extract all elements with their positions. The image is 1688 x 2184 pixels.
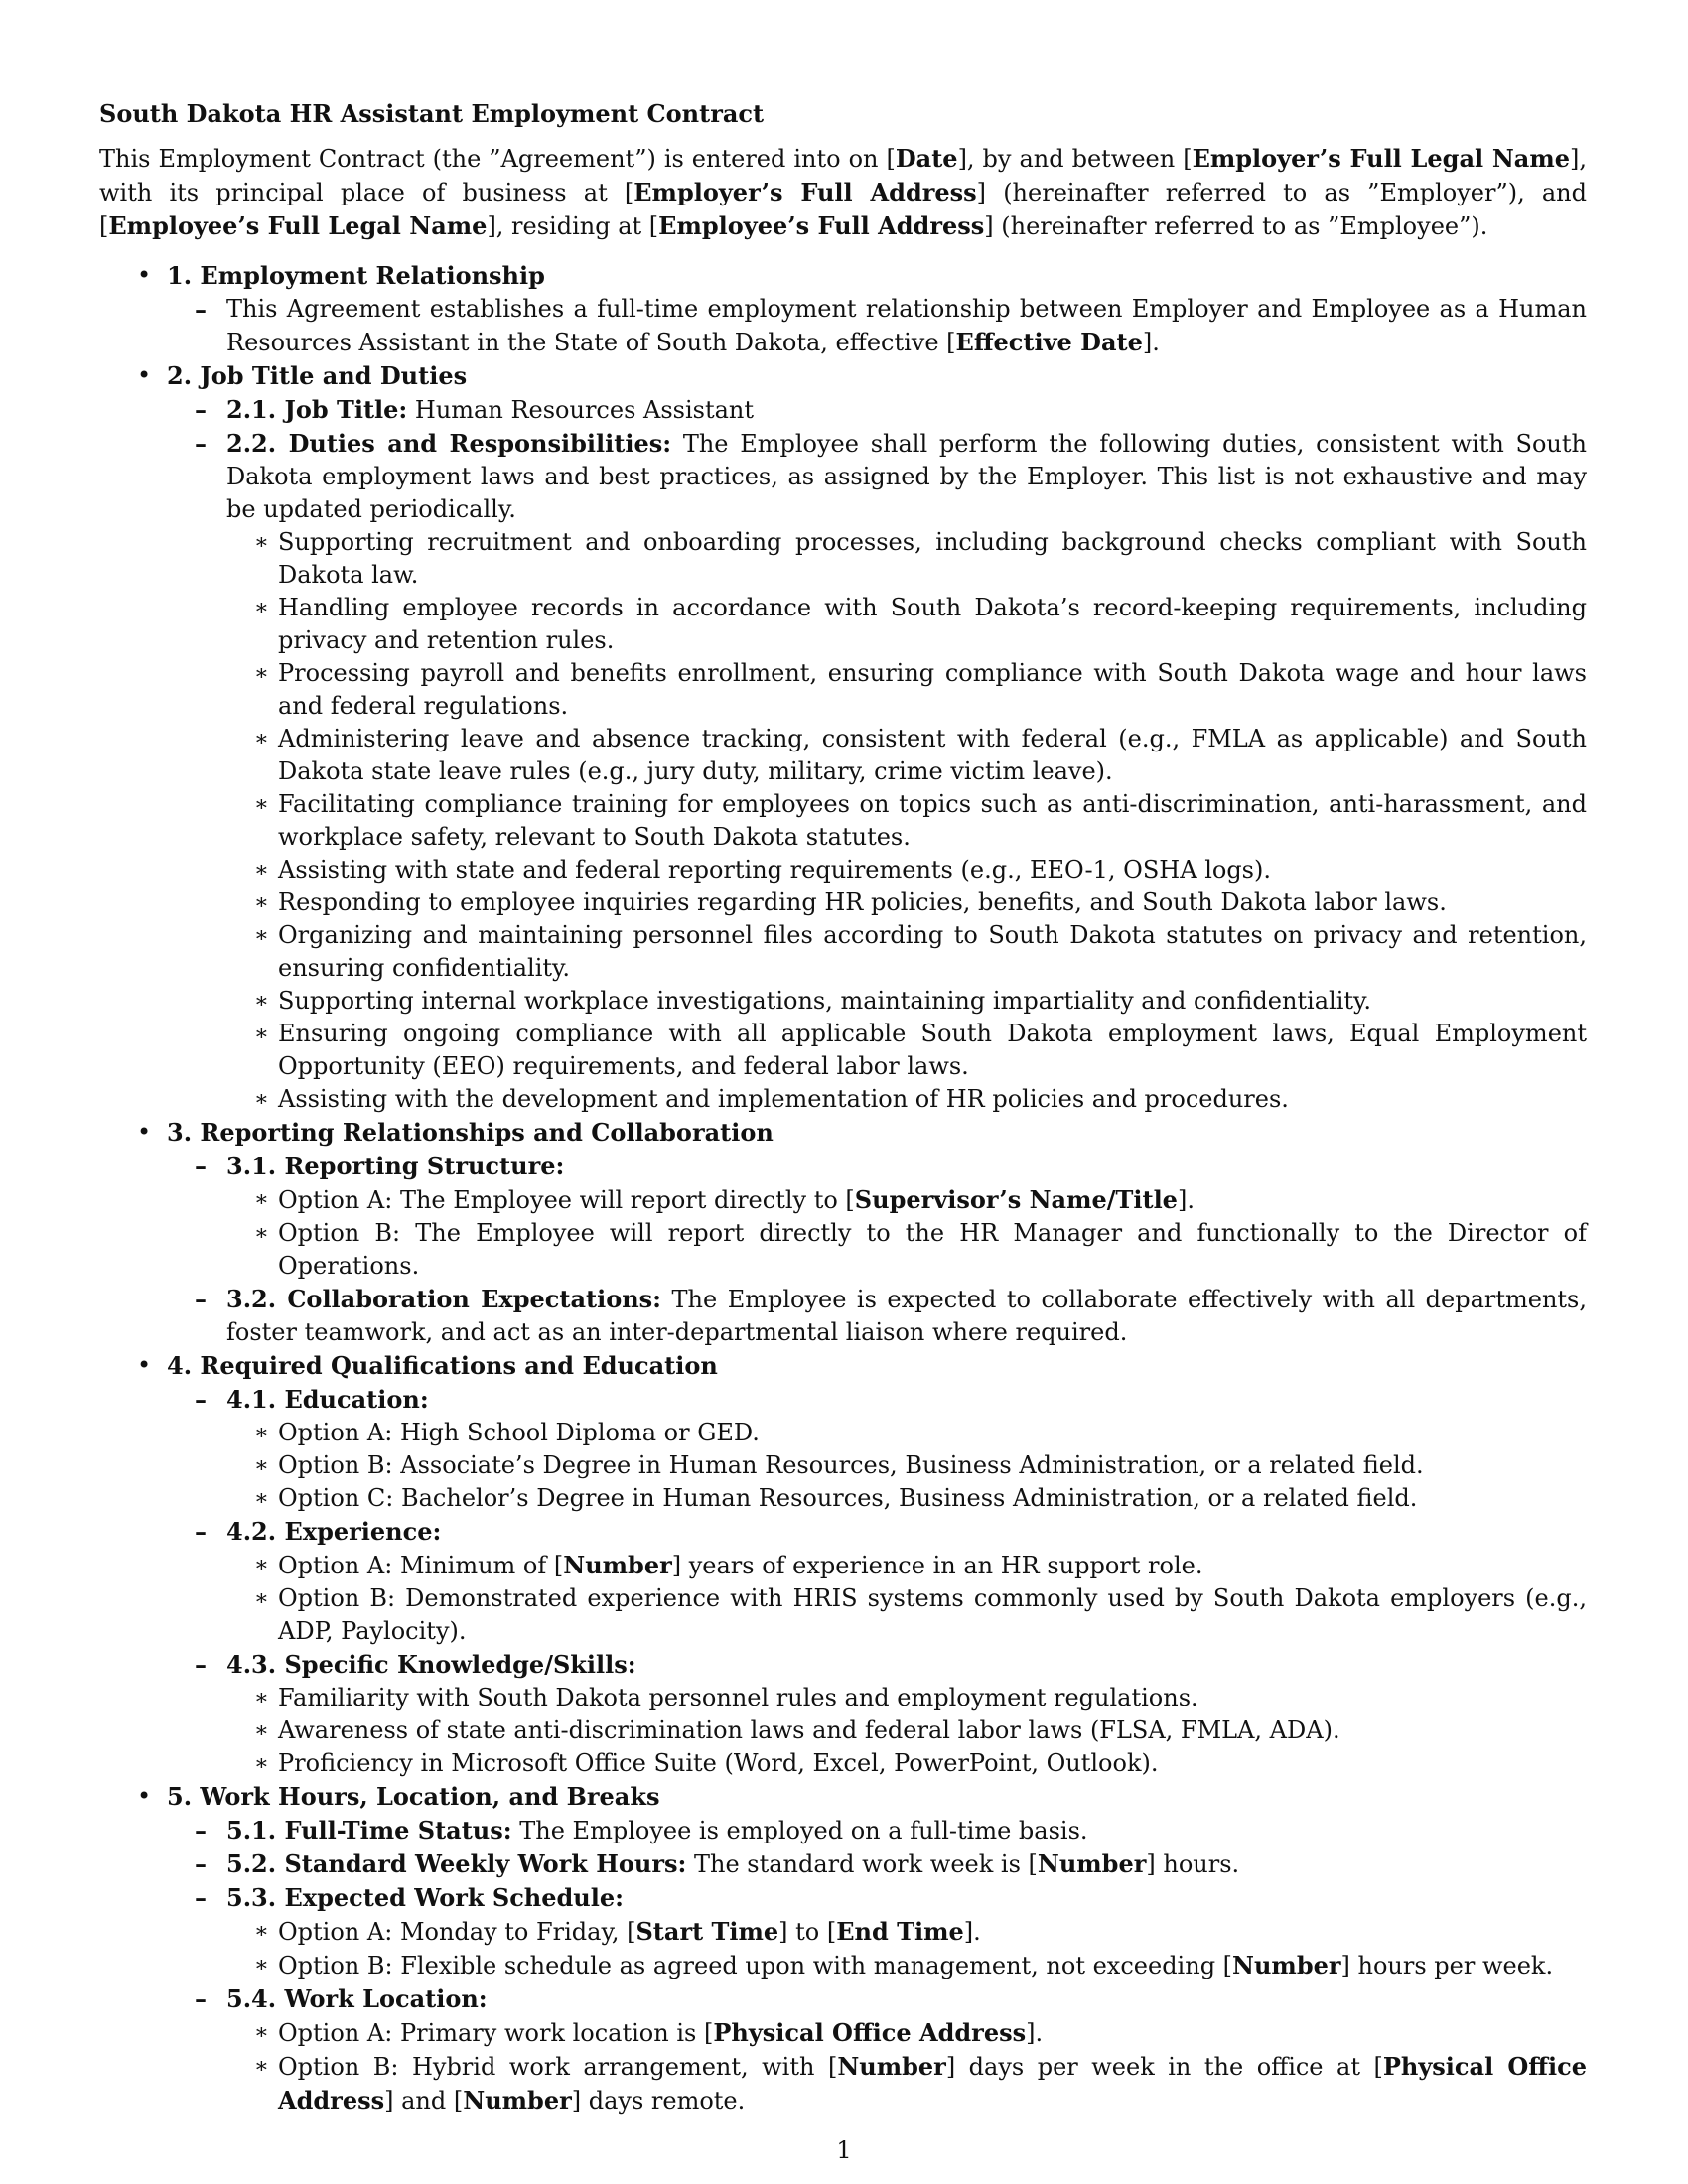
contract-page: [99, 97, 1587, 2117]
sections-list: [99, 259, 1587, 2117]
list-item: – 4.1. Education: ∗ Option A: High School Diploma or GED. ∗ Option B: Associate’s Degree in Human Resources, Business Administration, or a related field. ∗ Option C: Bachelor’s Degree in Human Resources, Business Administration, or a related field.: [167, 1383, 1587, 1515]
list-item: – 2.1. Job Title: Human Resources Assistant: [195, 395, 755, 424]
skill-item: ∗ Proficiency in Microsoft Office Suite (Word, Excel, PowerPoint, Outlook).: [254, 1749, 1159, 1777]
duty-item: ∗ Handling employee records in accordance with South Dakota’s record-keeping requirements, including privacy and retention rules.: [254, 594, 1587, 654]
option-item: ∗ Option B: Hybrid work arrangement, with [Number] days per week in the office at [Physical Office Address] and [Number] days remote.: [254, 2052, 1588, 2115]
bullet-marker: •: [137, 1118, 152, 1146]
section-heading: 5. Work Hours, Location, and Breaks: [167, 1782, 660, 1811]
duty-item: ∗ Facilitating compliance training for employees on topics such as anti-discrimination, anti-harassment, and workplace safety, relevant to South Dakota statutes.: [254, 790, 1587, 851]
option-item: ∗ Option B: Associate’s Degree in Human Resources, Business Administration, or a related field.: [254, 1451, 1424, 1479]
option-item: ∗ Option A: Monday to Friday, [Start Time] to [End Time].: [254, 1917, 981, 1946]
option-item: ∗ Option B: Demonstrated experience with HRIS systems commonly used by South Dakota employers (e.g., ADP, Paylocity).: [254, 1584, 1587, 1645]
option-item: ∗ Option A: Minimum of [Number] years of experience in an HR support role.: [254, 1551, 1203, 1579]
intro-paragraph: This Employment Contract (the ”Agreement”) is entered into on [Date], by and between [Employer’s Full Legal Name], with its principal place of business at [Employer’s Full Address] (hereinafter referred to as ”Employer”), and [Employee’s Full Legal Name], residing at [Employee’s Full Address] (hereinafter referred to as ”Employee”).: [99, 144, 1587, 240]
list-item: – 3.2. Collaboration Expectations: The Employee is expected to collaborate effectively with all departments, foster teamwork, and act as an inter-departmental liaison where required.: [195, 1285, 1587, 1346]
option-item: ∗ Option A: High School Diploma or GED.: [254, 1419, 760, 1446]
list-item: – 4.3. Specific Knowledge/Skills: ∗ Familiarity with South Dakota personnel rules and employment regulations. ∗ Awareness of state anti-discrimination laws and federal labor laws (FLSA, FMLA, ADA). ∗ Proficiency in Microsoft Office Suite (Word, Excel, PowerPoint, Outlook).: [167, 1648, 1587, 1780]
duty-item: ∗ Processing payroll and benefits enrollment, ensuring compliance with South Dakota wage and hour laws and federal regulations.: [254, 659, 1587, 720]
list-item: – 5.4. Work Location: ∗ Option A: Primary work location is [Physical Office Address]. ∗ Option B: Hybrid work arrangement, with [Number] days per week in the office at [Physical Office Address] and [Number] days remote.: [167, 1982, 1587, 2117]
section-heading: 4. Required Qualifications and Education: [167, 1351, 718, 1380]
duty-item: ∗ Ensuring ongoing compliance with all applicable South Dakota employment laws, Equal Employment Opportunity (EEO) requirements, and federal labor laws.: [254, 1020, 1587, 1080]
section-3: [99, 1116, 1587, 1349]
section-2: [99, 359, 1587, 1116]
list-item: – 3.1. Reporting Structure: ∗ Option A: The Employee will report directly to [Supervisor’s Name/Title]. ∗ Option B: The Employee will report directly to the HR Manager and functionally to the Director of Operations.: [167, 1150, 1587, 1283]
section-heading: 2. Job Title and Duties: [167, 361, 468, 390]
section-5: [99, 1780, 1587, 2117]
duty-item: ∗ Supporting internal workplace investigations, maintaining impartiality and confidentiality.: [254, 987, 1372, 1015]
duty-item: ∗ Administering leave and absence tracking, consistent with federal (e.g., FMLA as applicable) and South Dakota state leave rules (e.g., jury duty, military, crime victim leave).: [254, 725, 1587, 785]
bullet-marker: •: [137, 1782, 152, 1810]
list-item: – 4.2. Experience: ∗ Option A: Minimum of [Number] years of experience in an HR support role. ∗ Option B: Demonstrated experience with HRIS systems commonly used by South Dakota employers (e.g., ADP, Paylocity).: [167, 1515, 1587, 1648]
skill-item: ∗ Awareness of state anti-discrimination laws and federal labor laws (FLSA, FMLA, ADA).: [254, 1716, 1340, 1744]
document-title: South Dakota HR Assistant Employment Contract: [99, 99, 765, 128]
duty-item: ∗ Supporting recruitment and onboarding processes, including background checks compliant with South Dakota law.: [254, 528, 1587, 589]
skill-item: ∗ Familiarity with South Dakota personnel rules and employment regulations.: [254, 1684, 1198, 1711]
list-item: – This Agreement establishes a full-time employment relationship between Employer and Employee as a Human Resources Assistant in the State of South Dakota, effective [Effective Date].: [195, 295, 1587, 356]
duty-item: ∗ Organizing and maintaining personnel files according to South Dakota statutes on privacy and retention, ensuring confidentiality.: [254, 921, 1587, 982]
bullet-marker: •: [137, 1351, 152, 1379]
option-item: ∗ Option A: The Employee will report directly to [Supervisor’s Name/Title].: [254, 1185, 1195, 1214]
list-item: – 5.3. Expected Work Schedule: ∗ Option A: Monday to Friday, [Start Time] to [End Time]. ∗ Option B: Flexible schedule as agreed upon with management, not exceeding [Number] hours per week.: [167, 1881, 1587, 1982]
duty-item: ∗ Assisting with the development and implementation of HR policies and procedures.: [254, 1085, 1289, 1113]
duty-item: ∗ Assisting with state and federal reporting requirements (e.g., EEO-1, OSHA logs).: [254, 856, 1271, 884]
page-number: 1: [836, 2136, 852, 2164]
bullet-marker: •: [137, 361, 152, 389]
section-heading: 1. Employment Relationship: [167, 261, 545, 290]
list-item: – 5.1. Full-Time Status: The Employee is employed on a full-time basis.: [195, 1816, 1088, 1844]
list-item: – 2.2. Duties and Responsibilities: The Employee shall perform the following duties, consistent with South Dakota employment laws and best practices, as assigned by the Employer. This list is not exhaustive and may be updated periodically. ∗ Supporting recruitment and onboarding processes, including background checks compliant with South Dakota law. ∗ Handling employee records in accordance with South Dakota’s record-keeping requirements, including privacy and retention rules. ∗ Processing payroll and benefits enrollment, ensuring compliance with South Dakota wage and hour laws and federal regulations. ∗ Administering leave and absence tracking, consistent with federal (e.g., FMLA as applicable) and South Dakota state leave rules (e.g., jury duty, military, crime victim leave). ∗ Facilitating compliance training for employees on topics such as anti-discrimination, anti-harassment, and workplace safety, relevant to South Dakota statutes. ∗ Assisting with state and federal reporting requirements (e.g., EEO-1, OSHA logs). ∗ Responding to employee inquiries regarding HR policies, benefits, and South Dakota labor laws. ∗ Organizing and maintaining personnel files according to South Dakota statutes on privacy and retention, ensuring confidentiality. ∗ Supporting internal workplace investigations, maintaining impartiality and confidentiality. ∗ Ensuring ongoing compliance with all applicable South Dakota employment laws, Equal Employment Opportunity (EEO) requirements, and federal labor laws. ∗ Assisting with the development and implementation of HR policies and procedures.: [167, 427, 1587, 1116]
bullet-marker: •: [137, 261, 152, 289]
list-item: – 5.2. Standard Weekly Work Hours: The standard work week is [Number] hours.: [195, 1849, 1240, 1878]
duty-item: ∗ Responding to employee inquiries regarding HR policies, benefits, and South Dakota labor laws.: [254, 888, 1447, 916]
option-item: ∗ Option C: Bachelor’s Degree in Human Resources, Business Administration, or a related field.: [254, 1484, 1418, 1512]
option-item: ∗ Option B: Flexible schedule as agreed upon with management, not exceeding [Number] hours per week.: [254, 1951, 1554, 1979]
section-4: [99, 1349, 1587, 1780]
section-1: [99, 259, 1587, 359]
option-item: ∗ Option B: The Employee will report directly to the HR Manager and functionally to the Director of Operations.: [254, 1219, 1587, 1280]
option-item: ∗ Option A: Primary work location is [Physical Office Address].: [254, 2018, 1044, 2047]
section-heading: 3. Reporting Relationships and Collaboration: [167, 1118, 774, 1147]
